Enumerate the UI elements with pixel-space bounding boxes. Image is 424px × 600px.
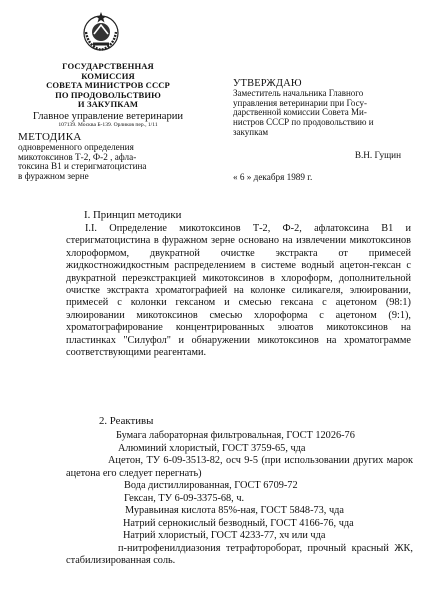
reagent-item: Вода дистиллированная, ГОСТ 6709-72 — [124, 480, 298, 491]
reagent-item: Натрий сернокислый безводный, ГОСТ 4166-76, чда — [123, 517, 354, 529]
approval-line: закупкам — [233, 126, 269, 137]
section-heading: 2. Реактивы — [99, 415, 154, 427]
org-name-line: И ЗАКУПКАМ — [77, 99, 139, 110]
org-name-line: ГОСУДАРСТВЕННАЯ — [62, 61, 154, 71]
reagent-list — [66, 430, 413, 568]
reagent-item: Гексан, ТУ 6-09-3375-68, ч. — [124, 492, 245, 504]
approval-block — [233, 78, 411, 182]
reagent-item: Бумага лабораторная фильтровальная, ГОСТ 12026-76 — [116, 430, 355, 441]
approval-title: УТВЕРЖДАЮ — [233, 78, 302, 89]
issuer-block — [18, 62, 198, 181]
state-emblem-icon — [79, 10, 123, 54]
org-name-line: СОВЕТА МИНИСТРОВ СССР — [46, 80, 170, 91]
address: 107139. Москва Б-139. Орликов пер., 1/11 — [58, 121, 158, 128]
section-body — [66, 223, 411, 359]
reagent-item: Ацетон, ТУ 6-09-3513-82, осч 9-5 (при использовании других марок ацетона его следует перегнать) — [66, 455, 413, 479]
reagent-item: Натрий хлористый, ГОСТ 4233-77, хч или чда — [123, 530, 326, 541]
reagent-item: Алюминий хлористый, ГОСТ 3759-65, чда — [118, 442, 306, 454]
reagent-item: п-нитрофенилдиазония тетрафтороборат, прочный красный ЖК, стабилизированная соль. — [66, 542, 413, 566]
reagent-item: Муравьиная кислота 85%-ная, ГОСТ 5848-73, чда — [125, 505, 344, 516]
document-type: МЕТОДИКА — [18, 130, 82, 143]
department-name: Главное управление ветеринарии — [32, 110, 184, 122]
approval-date: « 6 » декабря 1989 г. — [233, 171, 313, 182]
section-heading: I. Принцип методики — [84, 209, 182, 221]
document-description-line: в фуражном зерне — [18, 170, 89, 181]
document-description-line: токсина В1 и стеригматоцистина — [18, 161, 147, 172]
paragraph: I.I. Определение микотоксинов Т-2, Ф-2, афлатоксина В1 и стеригматоцистина в фуражном зерне основано на извлечении микотоксинов хлороформом, двукратной очистке экстракта от примесей жидкостножидкостным распределением в системе водный ацетон-гексан с двукратной переэкстракцией микотоксинов в хлороформ, дополнительной очистке экстракта хроматографией на колонке силикагеля, элюировании, примесей с колонки гексаном и смесью гексана с ацетоном (98:1) элюировании микотоксинов смесью хлороформа с ацетоном (9:1), хроматографирование концентрированных элюатов микотоксинов на пластинках "Силуфол" и обнаружении микотоксинов на хроматограмме соответствующими реагентами. — [66, 223, 411, 359]
document-description-line: одновременного определения — [18, 141, 134, 152]
org-name-line: ПО ПРОДОВОЛЬСТВИЮ — [55, 89, 161, 100]
document-description-line: микотоксинов Т-2, Ф-2 , афла- — [18, 151, 137, 162]
approval-line: дарственной комиссии Совета Ми- — [233, 107, 367, 118]
signatory-name: В.Н. Гущин — [354, 149, 401, 160]
approval-line: Заместитель начальника Главного — [233, 88, 364, 98]
org-name-line: КОМИССИЯ — [81, 70, 135, 81]
approval-line: нистров СССР по продовольствию и — [233, 117, 374, 128]
approval-line: управления ветеринарии при Госу- — [233, 97, 367, 108]
